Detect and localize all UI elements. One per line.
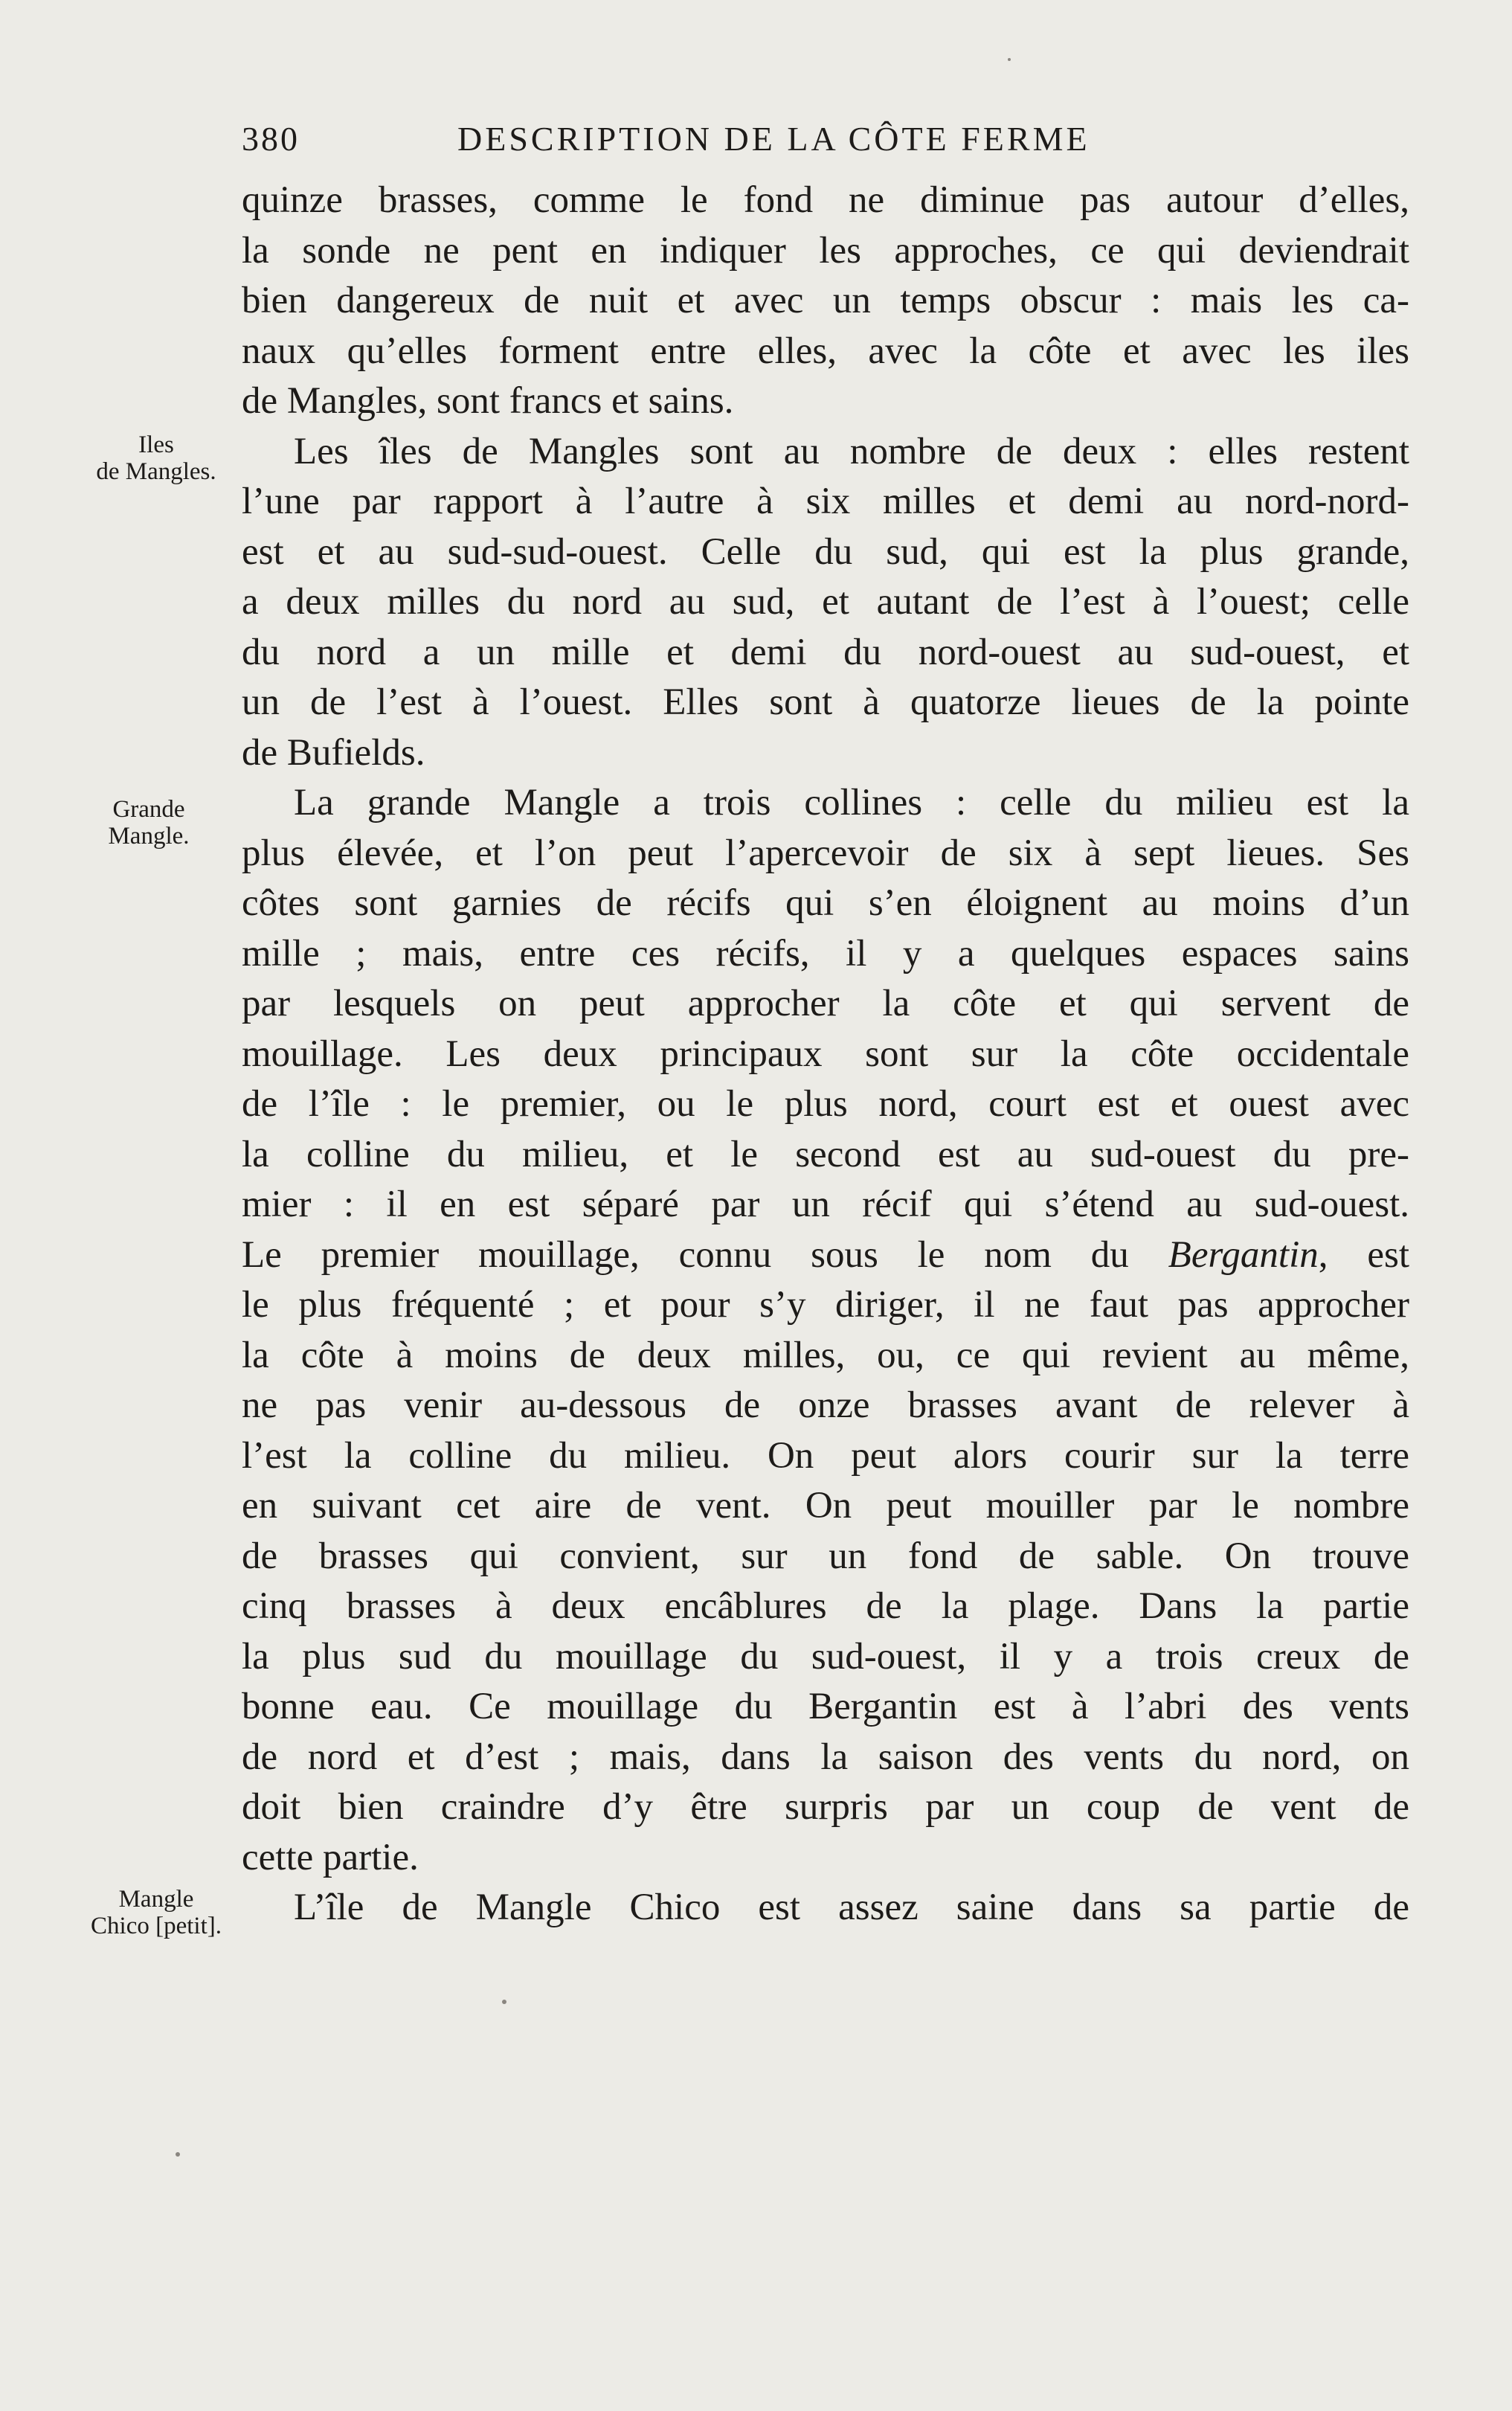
text-line: cette partie. bbox=[242, 1836, 419, 1878]
paragraph-1 bbox=[242, 176, 1409, 427]
paragraph-4 bbox=[242, 1883, 1409, 1933]
sidenote-line: Chico [petit]. bbox=[91, 1913, 222, 1939]
text-line: par lesquels on peut approcher la côte et qui servent de bbox=[242, 983, 1409, 1024]
text-line: le plus fréquenté ; et pour s’y diriger, il ne faut pas approcher bbox=[242, 1284, 1409, 1326]
text-line: la colline du milieu, et le second est au sud-ouest du pre- bbox=[242, 1133, 1409, 1175]
text-line: de Bufields. bbox=[242, 731, 425, 774]
sidenote-mangle-chico bbox=[74, 1886, 238, 1939]
text-line: Les îles de Mangles sont au nombre de deux : elles restent bbox=[294, 430, 1409, 472]
paper-speck bbox=[1008, 58, 1011, 61]
text-line: de brasses qui convient, sur un fond de sable. On trouve bbox=[242, 1535, 1409, 1577]
sidenote-line: Grande bbox=[112, 796, 185, 823]
body-text bbox=[242, 176, 1409, 1933]
page-number: 380 bbox=[242, 120, 300, 158]
text-line: de Mangles, sont francs et sains. bbox=[242, 380, 734, 422]
text-line: L’île de Mangle Chico est assez saine dans sa partie de bbox=[294, 1887, 1409, 1928]
paper-speck bbox=[502, 2000, 506, 2004]
text-line: plus élevée, et l’on peut l’apercevoir de six à sept lieues. Ses bbox=[242, 832, 1409, 874]
text-line: l’une par rapport à l’autre à six milles et demi au nord-nord- bbox=[242, 481, 1409, 522]
sidenote-grande-mangle bbox=[89, 796, 208, 850]
text-line: a deux milles du nord au sud, et autant de l’est à l’ouest; celle bbox=[242, 581, 1409, 623]
text-line: bien dangereux de nuit et avec un temps obscur : mais les ca- bbox=[242, 280, 1409, 321]
text-line: côtes sont garnies de récifs qui s’en éloignent au moins d’un bbox=[242, 882, 1409, 924]
sidenote-line: Mangle. bbox=[108, 823, 190, 850]
paper-speck bbox=[176, 2152, 180, 2157]
sidenote-line: Iles bbox=[138, 431, 174, 458]
text-line: doit bien craindre d’y être surpris par un coup de vent de bbox=[242, 1786, 1409, 1828]
text-line: est et au sud-sud-ouest. Celle du sud, qui est la plus grande, bbox=[242, 530, 1409, 573]
text-line: de l’île : le premier, ou le plus nord, court est et ouest avec bbox=[242, 1083, 1409, 1125]
running-title: DESCRIPTION DE LA CÔTE FERME bbox=[457, 120, 1090, 158]
text-line: mier : il en est séparé par un récif qui s’étend au sud-ouest. bbox=[242, 1184, 1409, 1225]
text-line: bonne eau. Ce mouillage du Bergantin est à l’abri des vents bbox=[242, 1686, 1409, 1727]
text-line: La grande Mangle a trois collines : celle du milieu est la bbox=[294, 782, 1409, 824]
text-line: ne pas venir au-dessous de onze brasses avant de relever à bbox=[242, 1384, 1409, 1426]
text-line: cinq brasses à deux encâblures de la plage. Dans la partie bbox=[242, 1585, 1409, 1627]
sidenote-line: Mangle bbox=[118, 1886, 194, 1913]
text-fragment: , est bbox=[1318, 1233, 1410, 1276]
text-fragment: Le premier mouillage, connu sous le nom du bbox=[242, 1233, 1129, 1276]
text-line: naux qu’elles forment entre elles, avec la côte et avec les iles bbox=[242, 330, 1409, 372]
text-line: un de l’est à l’ouest. Elles sont à quatorze lieues de la pointe bbox=[242, 681, 1409, 723]
text-line: quinze brasses, comme le fond ne diminue pas autour d’elles, bbox=[242, 179, 1409, 221]
text-line: du nord a un mille et demi du nord-ouest au sud-ouest, et bbox=[242, 631, 1409, 673]
text-line: en suivant cet aire de vent. On peut mouiller par le nombre bbox=[242, 1485, 1409, 1526]
running-head bbox=[242, 119, 1134, 164]
text-line: de nord et d’est ; mais, dans la saison des vents du nord, on bbox=[242, 1736, 1409, 1778]
sidenote-line: de Mangles. bbox=[96, 458, 216, 485]
paragraph-3 bbox=[242, 778, 1409, 1883]
text-line: l’est la colline du milieu. On peut alors courir sur la terre bbox=[242, 1434, 1409, 1477]
text-line: mille ; mais, entre ces récifs, il y a quelques espaces sains bbox=[242, 932, 1409, 975]
sidenote-iles-de-mangles bbox=[74, 431, 238, 485]
paragraph-2 bbox=[242, 427, 1409, 779]
text-line: la sonde ne pent en indiquer les approches, ce qui deviendrait bbox=[242, 229, 1409, 272]
italic-word: Bergantin bbox=[1168, 1233, 1319, 1276]
text-line: mouillage. Les deux principaux sont sur la côte occidentale bbox=[242, 1033, 1409, 1075]
text-line: la plus sud du mouillage du sud-ouest, il y a trois creux de bbox=[242, 1635, 1409, 1678]
text-line-with-italic bbox=[242, 1230, 1409, 1281]
text-line: la côte à moins de deux milles, ou, ce qui revient au même, bbox=[242, 1334, 1409, 1376]
